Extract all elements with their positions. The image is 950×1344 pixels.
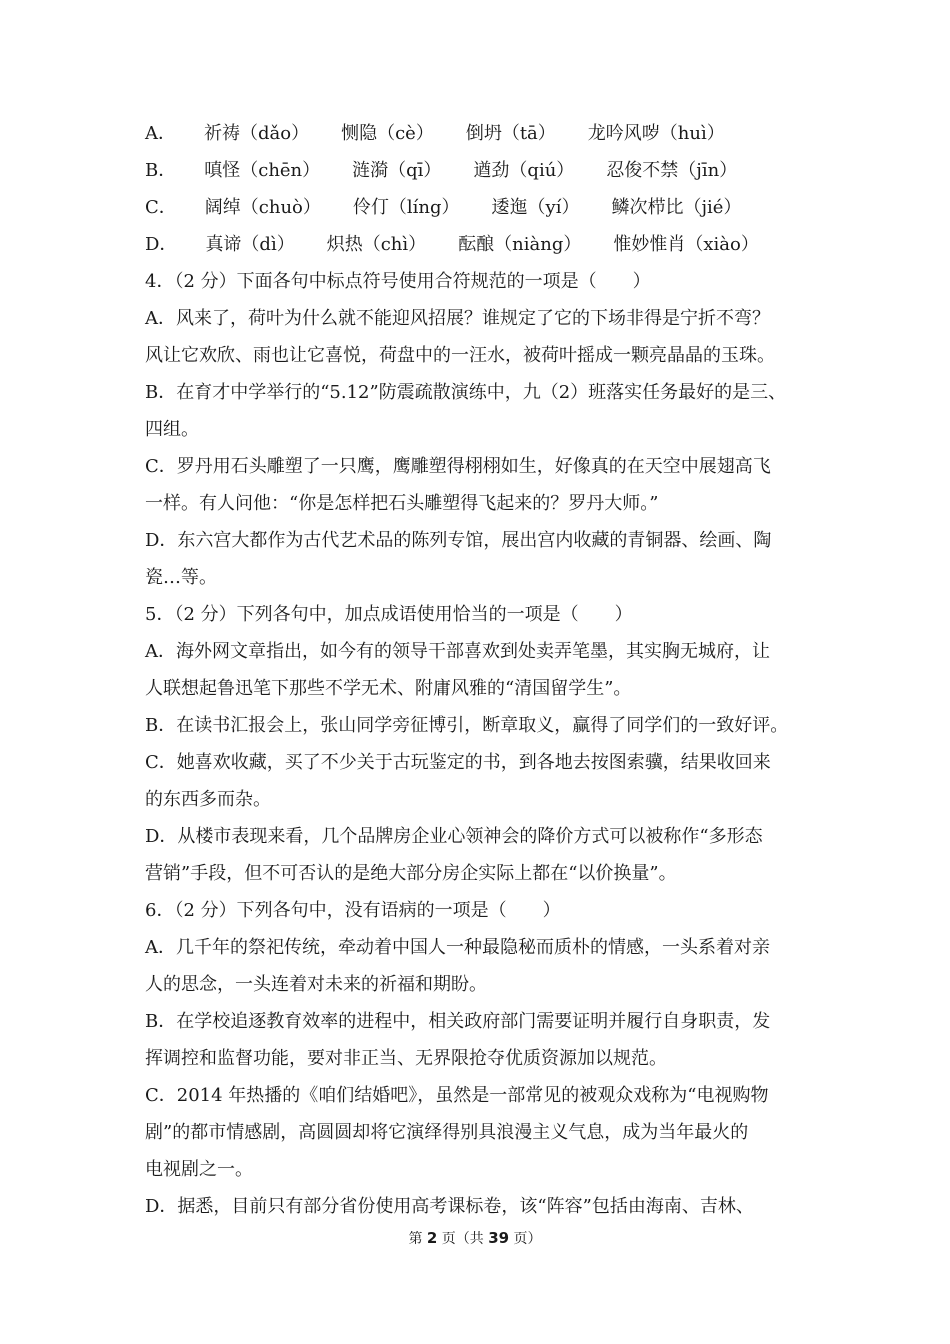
- footer-middle: 页（共: [437, 1231, 489, 1247]
- option-item: 炽热（chì）: [326, 234, 427, 255]
- option-letter: C．: [145, 197, 177, 218]
- option-item: 真谛（dì）: [205, 234, 295, 255]
- question-stem: 5．（2 分）下列各句中，加点成语使用恰当的一项是（ ）: [145, 604, 633, 625]
- text-line: D．东六宫大都作为古代艺术品的陈列专馆，展出宫内收藏的青铜器、绘画、陶: [145, 530, 772, 551]
- option-item: 嗔怪（chēn）: [204, 160, 321, 181]
- option-item: 忍俊不禁（jīn）: [606, 160, 738, 181]
- option-letter: B．: [145, 160, 177, 181]
- text-line: 的东西多而杂。: [145, 789, 271, 810]
- text-line: A．海外网文章指出，如今有的领导干部喜欢到处卖弄笔墨，其实胸无城府，让: [145, 641, 770, 662]
- option-row: [145, 194, 825, 222]
- option-item: 惟妙惟肖（xiào）: [613, 234, 759, 255]
- text-line: 人联想起鲁迅笔下那些不学无术、附庸风雅的“清国留学生”。: [145, 678, 632, 699]
- text-line: A．几千年的祭祀传统，牵动着中国人一种最隐秘而质朴的情感，一头系着对亲: [145, 937, 770, 958]
- option-letter: A．: [145, 123, 176, 144]
- option-item: 鳞次栉比（jié）: [611, 197, 742, 218]
- text-line: D．从楼市表现来看，几个品牌房企业心领神会的降价方式可以被称作“多形态: [145, 826, 763, 847]
- text-line: B．在读书汇报会上，张山同学旁征博引，断章取义，赢得了同学们的一致好评。: [145, 715, 789, 736]
- option-item: 龙吟风哕（huì）: [587, 123, 725, 144]
- question-4: [145, 268, 825, 592]
- option-item: 恻隐（cè）: [341, 123, 434, 144]
- question-5: [145, 601, 825, 888]
- text-line: C．她喜欢收藏，买了不少关于古玩鉴定的书，到各地去按图索骥，结果收回来: [145, 752, 771, 773]
- text-line: D．据悉，目前只有部分省份使用高考课标卷，该“阵容”包括由海南、吉林、: [145, 1196, 754, 1217]
- text-line: 风让它欢欣、雨也让它喜悦，荷盘中的一汪水，被荷叶摇成一颗亮晶晶的玉珠。: [145, 345, 775, 366]
- page-content: [145, 120, 825, 1221]
- total-page-count: 39: [488, 1229, 510, 1247]
- option-item: 逶迤（yí）: [491, 197, 580, 218]
- option-item: 涟漪（qī）: [352, 160, 442, 181]
- option-row: [145, 231, 825, 259]
- option-item: 倒坍（tā）: [465, 123, 556, 144]
- option-item: 酝酿（niàng）: [458, 234, 582, 255]
- text-line: B．在育才中学举行的“5.12”防震疏散演练中，九（2）班落实任务最好的是三、: [145, 382, 787, 403]
- page-footer: [0, 1228, 950, 1249]
- question-stem: 4．（2 分）下面各句中标点符号使用合符规范的一项是（ ）: [145, 271, 651, 292]
- footer-prefix: 第: [408, 1231, 427, 1247]
- text-line: 人的思念，一头连着对未来的祈福和期盼。: [145, 974, 487, 995]
- option-row: [145, 120, 825, 148]
- text-line: A．风来了，荷叶为什么就不能迎风招展？谁规定了它的下场非得是宁折不弯？: [145, 308, 770, 329]
- option-letter: D．: [145, 234, 178, 255]
- question-6: [145, 897, 825, 1221]
- question-3-options: [145, 120, 825, 259]
- text-line: 一样。有人问他：“你是怎样把石头雕塑得飞起来的？罗丹大师。”: [145, 493, 659, 514]
- footer-suffix: 页）: [509, 1231, 542, 1247]
- text-line: C．罗丹用石头雕塑了一只鹰，鹰雕塑得栩栩如生，好像真的在天空中展翅高飞: [145, 456, 771, 477]
- text-line: C．2014 年热播的《咱们结婚吧》，虽然是一部常见的被观众戏称为“电视购物: [145, 1085, 769, 1106]
- text-line: 电视剧之一。: [145, 1159, 253, 1180]
- question-stem: 6．（2 分）下列各句中，没有语病的一项是（ ）: [145, 900, 561, 921]
- current-page-number: 2: [426, 1229, 438, 1247]
- text-line: 四组。: [145, 419, 199, 440]
- text-line: B．在学校追逐教育效率的进程中，相关政府部门需要证明并履行自身职责，发: [145, 1011, 771, 1032]
- option-item: 遒劲（qiú）: [473, 160, 575, 181]
- option-row: [145, 157, 825, 185]
- text-line: 挥调控和监督功能，要对非正当、无界限抢夺优质资源加以规范。: [145, 1048, 667, 1069]
- text-line: 瓷…等。: [145, 567, 217, 588]
- text-line: 营销”手段，但不可否认的是绝大部分房企实际上都在“以价换量”。: [145, 863, 677, 884]
- text-line: 剧”的都市情感剧，高圆圆却将它演绎得别具浪漫主义气息，成为当年最火的: [145, 1122, 749, 1143]
- option-item: 阔绰（chuò）: [204, 197, 321, 218]
- option-item: 祈祷（dǎo）: [204, 123, 310, 144]
- option-item: 伶仃（líng）: [352, 197, 460, 218]
